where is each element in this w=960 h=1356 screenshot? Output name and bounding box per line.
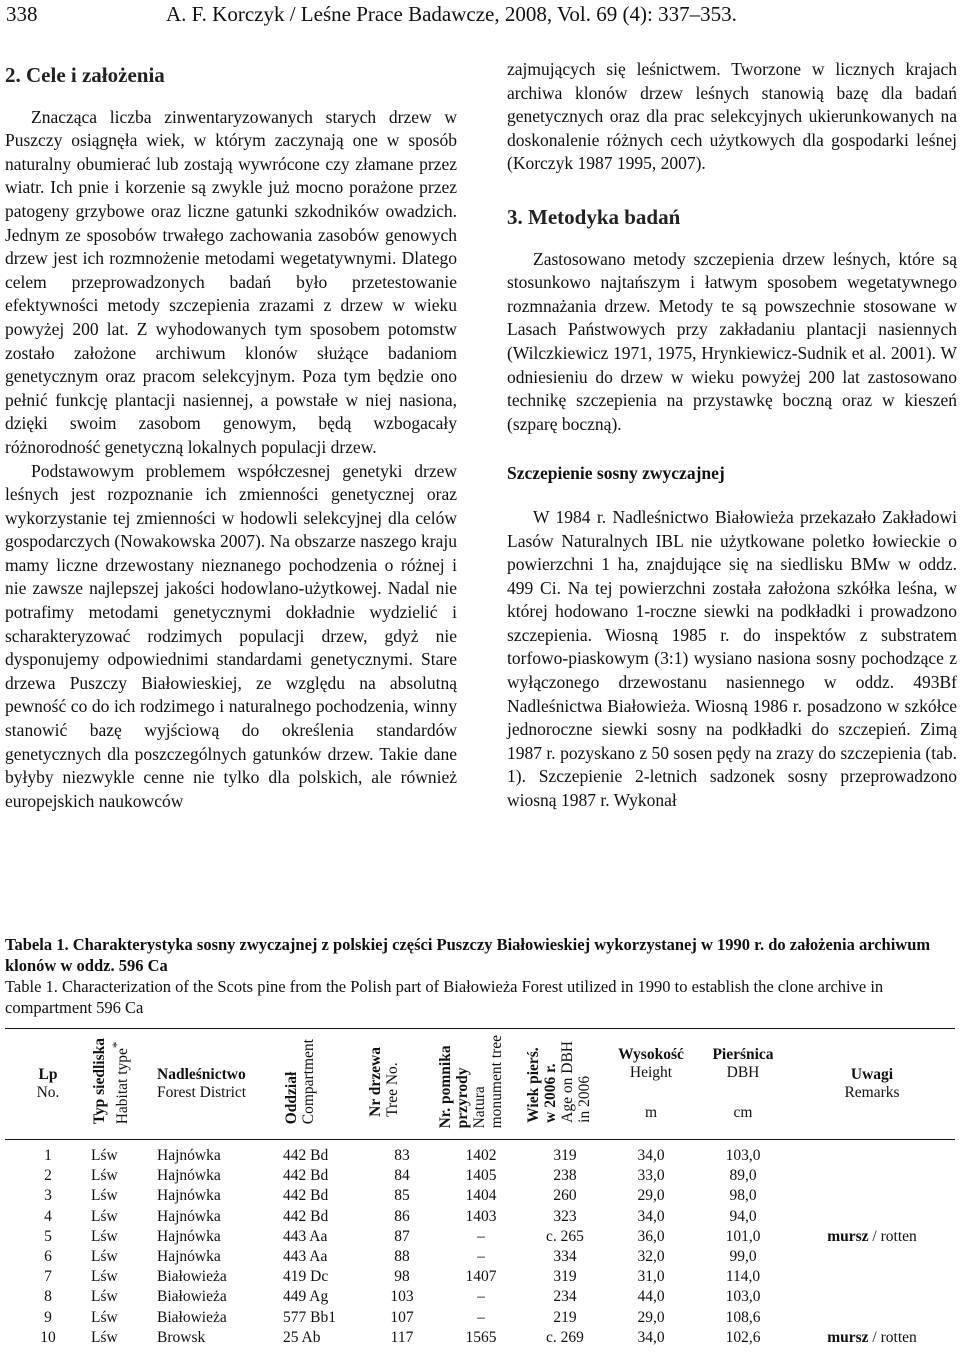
header-age-pl1: Wiek pierś. xyxy=(525,1046,542,1123)
header-compartment-en: Compartment xyxy=(300,1038,317,1125)
header-dbh-en: DBH xyxy=(726,1064,760,1081)
header-compartment xyxy=(283,1029,367,1140)
header-compartment-rotated xyxy=(283,1039,317,1124)
cell-height: 33,0 xyxy=(637,1167,665,1185)
cell-remarks xyxy=(789,1166,955,1186)
cell-habitat: Lśw xyxy=(91,1207,118,1225)
cell-monument: – xyxy=(477,1227,485,1245)
table-row xyxy=(5,1287,955,1307)
header-habitat-rotated xyxy=(91,1038,131,1124)
cell-monument: – xyxy=(477,1248,485,1266)
header-tree-no-en: Tree No. xyxy=(384,1061,401,1117)
header-dbh-unit: cm xyxy=(733,1104,753,1121)
cell-district: Białowieża xyxy=(157,1268,227,1286)
cell-dbh: 98,0 xyxy=(729,1187,757,1205)
cell-tree-no: 87 xyxy=(394,1227,410,1245)
header-compartment-pl: Oddział xyxy=(283,1071,300,1125)
cell-lp: 5 xyxy=(44,1227,52,1245)
pine-table xyxy=(5,1028,955,1348)
cell-dbh: 89,0 xyxy=(729,1167,757,1185)
paragraph-continuation: zajmujących się leśnictwem. Tworzone w licznych krajach archiwa klonów drzew leśnych stanowią bazę dla badań genetycznych oraz dla prac selekcyjnych ukierunkowanych na doskonalenie różnych cech użytkowych dla gospodarki leśnej (Korczyk 1987 1995, 2007). xyxy=(507,59,957,174)
header-height-pl: Wysokość xyxy=(618,1046,684,1063)
cell-tree-no: 84 xyxy=(394,1167,410,1185)
table-caption xyxy=(5,934,955,1018)
cell-district: Hajnówka xyxy=(157,1227,221,1245)
cell-dbh: 103,0 xyxy=(725,1147,761,1164)
table-row xyxy=(5,1186,955,1206)
header-age-en2: in 2006 xyxy=(576,1075,593,1123)
header-monument-pl2: przyrody xyxy=(454,1067,471,1129)
cell-height: 29,0 xyxy=(637,1308,665,1326)
cell-monument: 1407 xyxy=(465,1268,497,1286)
cell-habitat: Lśw xyxy=(91,1187,118,1205)
header-lp xyxy=(5,1029,91,1140)
header-monument-en2: monument tree xyxy=(488,1034,505,1129)
cell-remark-pl: mursz xyxy=(827,1328,869,1346)
table-row xyxy=(5,1207,955,1227)
cell-habitat: Lśw xyxy=(91,1147,118,1164)
cell-remark-en: / rotten xyxy=(868,1328,917,1346)
table-row xyxy=(5,1247,955,1267)
table-caption-polish: Tabela 1. Charakterystyka sosny zwyczajnej z polskiej części Puszczy Białowieskiej wykorzystanej w 1990 r. do założenia archiwum klonów w oddz. 596 Ca xyxy=(5,935,931,975)
cell-compartment: 577 Bb1 xyxy=(283,1308,336,1326)
header-remarks-pl: Uwagi xyxy=(850,1066,894,1083)
cell-height: 34,0 xyxy=(637,1207,665,1225)
cell-dbh: 94,0 xyxy=(729,1207,757,1225)
cell-district: Browsk xyxy=(157,1328,206,1346)
left-column xyxy=(5,58,457,813)
section-heading-aims: 2. Cele i założenia xyxy=(5,63,165,87)
running-title: A. F. Korczyk / Leśne Prace Badawcze, 2008, Vol. 69 (4): 337–353. xyxy=(166,2,737,26)
header-habitat-pl: Typ siedliska xyxy=(91,1038,108,1125)
cell-compartment: 442 Bd xyxy=(283,1187,329,1205)
cell-age: 260 xyxy=(553,1187,577,1205)
cell-dbh: 103,0 xyxy=(725,1288,761,1306)
cell-height: 34,0 xyxy=(637,1147,665,1164)
cell-height: 44,0 xyxy=(637,1288,665,1306)
cell-lp: 10 xyxy=(40,1328,56,1346)
header-lp-pl: Lp xyxy=(38,1066,58,1083)
cell-monument: 1565 xyxy=(465,1328,497,1346)
header-dbh xyxy=(697,1029,789,1140)
header-age-pl2: w 2006 r. xyxy=(542,1063,559,1123)
cell-compartment: 442 Bd xyxy=(283,1167,329,1185)
header-dbh-pl: Pierśnica xyxy=(712,1046,774,1063)
cell-height: 36,0 xyxy=(637,1227,665,1245)
cell-lp: 3 xyxy=(44,1187,52,1205)
cell-remarks xyxy=(789,1140,955,1167)
cell-district: Hajnówka xyxy=(157,1187,221,1205)
running-header xyxy=(6,2,737,27)
cell-habitat: Lśw xyxy=(91,1288,118,1306)
cell-monument: 1405 xyxy=(465,1167,497,1185)
header-remarks xyxy=(789,1029,955,1140)
table-row xyxy=(5,1328,955,1348)
cell-lp: 7 xyxy=(44,1268,52,1286)
header-height xyxy=(605,1029,697,1140)
cell-tree-no: 88 xyxy=(394,1248,410,1266)
header-age xyxy=(525,1029,605,1140)
cell-district: Białowieża xyxy=(157,1308,227,1326)
cell-habitat: Lśw xyxy=(91,1268,118,1286)
cell-compartment: 449 Ag xyxy=(283,1288,329,1306)
cell-compartment: 442 Bd xyxy=(283,1207,329,1225)
cell-height: 31,0 xyxy=(637,1268,665,1286)
paragraph: W 1984 r. Nadleśnictwo Białowieża przekazało Zakładowi Lasów Naturalnych IBL nie użytkowane poletko łowieckie o powierzchni 1 ha, znajdujące się na siedlisku BMw w oddz. 499 Ci. Na tej powierzchni została założona szkółka leśna, w której hodowano 1-roczne siewki na podkładki i prowadzono szczepienia. Wiosną 1985 r. do inspektów z substratem torfowo-piaskowym (3:1) wysiano nasiona sosny pochodzące z wyłączonego drzewostanu nasiennego w oddz. 493Bf Nadleśnictwa Białowieża. Wiosną 1986 r. posadzono w szkółce jednoroczne siewki sosny na podkładki do szczepień. Zimą 1987 r. pozyskano z 50 sosen pędy na zrazy do szczepienia (tab. 1). Szczepienie 2-letnich sadzonek sosny przeprowadzono wiosną 1987 r. Wykonał xyxy=(507,506,957,811)
header-habitat xyxy=(91,1029,157,1140)
cell-dbh: 108,6 xyxy=(725,1308,761,1326)
cell-monument: – xyxy=(477,1308,485,1326)
cell-lp: 9 xyxy=(44,1308,52,1326)
cell-tree-no: 86 xyxy=(394,1207,410,1225)
cell-habitat: Lśw xyxy=(91,1248,118,1266)
cell-compartment: 419 Dc xyxy=(283,1268,329,1286)
paragraph: Zastosowano metody szczepienia drzew leśnych, które są stosunkowo najtańszym i łatwym sposobem wegetatywnego rozmnażania drzew. Metody te są powszechnie stosowane w Lasach Państwowych przy zakładaniu plantacji nasiennych (Wilczkiewicz 1971, 1975, Hrynkiewicz-Sudnik et al. 2001). W odniesieniu do drzew w wieku powyżej 200 lat zastosowano technikę szczepienia na przystawkę boczną oraz w kieszeń (szparę boczną). xyxy=(507,248,957,434)
cell-compartment: 443 Aa xyxy=(283,1248,328,1266)
header-tree-no-rotated xyxy=(367,1047,401,1117)
cell-remarks xyxy=(789,1207,955,1227)
header-habitat-en: Habitat type xyxy=(114,1048,132,1125)
cell-age: 234 xyxy=(553,1288,577,1306)
paragraph: Podstawowym problemem współczesnej genetyki drzew leśnych jest rozpoznanie ich zmienności genetycznej oraz wykorzystanie tej zmienności w hodowli selekcyjnej dla celów gospodarczych (Nowakowska 2007). Na obszarze naszego kraju mamy liczne drzewostany nieznanego pochodzenia o różnej i nie zawsze najlepszej jakości hodowlano-użytkowej. Nadal nie potrafimy metodami genetycznymi dokładnie wydzielić i scharakteryzować rodzimych populacji drzew, gdyż nie dysponujemy odpowiednimi standardami genetycznymi. Stare drzewa Puszczy Białowieskiej, ze względu na absolutną pewność co do ich rodzimego i naturalnego pochodzenia, winny stanowić bazę wyjściową do określenia standardów genetycznych dla poszczególnych gatunków drzew. Takie dane byłyby niezwykle cenne nie tylko dla polskich, ale również europejskich naukowców xyxy=(5,460,457,811)
cell-tree-no: 83 xyxy=(394,1147,410,1164)
cell-age: 334 xyxy=(553,1248,577,1266)
cell-dbh: 114,0 xyxy=(725,1268,761,1286)
table-row xyxy=(5,1308,955,1328)
cell-district: Białowieża xyxy=(157,1288,227,1306)
cell-monument: – xyxy=(477,1288,485,1306)
header-monument-pl1: Nr. pomnika xyxy=(437,1045,454,1129)
cell-height: 34,0 xyxy=(637,1328,665,1346)
table-row xyxy=(5,1166,955,1186)
cell-remarks xyxy=(789,1267,955,1287)
cell-age: c. 265 xyxy=(546,1227,584,1245)
cell-district: Hajnówka xyxy=(157,1147,221,1164)
cell-height: 29,0 xyxy=(637,1187,665,1205)
cell-tree-no: 98 xyxy=(394,1268,410,1286)
cell-lp: 2 xyxy=(44,1167,52,1185)
table-row xyxy=(5,1227,955,1247)
cell-district: Hajnówka xyxy=(157,1207,221,1225)
cell-height: 32,0 xyxy=(637,1248,665,1266)
header-height-en: Height xyxy=(629,1064,673,1081)
cell-remark-pl: mursz xyxy=(827,1227,869,1245)
cell-lp: 4 xyxy=(44,1207,52,1225)
cell-dbh: 101,0 xyxy=(725,1227,761,1245)
cell-tree-no: 107 xyxy=(390,1308,414,1326)
cell-remarks xyxy=(789,1186,955,1206)
cell-habitat: Lśw xyxy=(91,1308,118,1326)
table-row xyxy=(5,1267,955,1287)
header-district-en: Forest District xyxy=(157,1084,247,1101)
header-age-en1: Age on DBH xyxy=(559,1040,576,1123)
cell-tree-no: 85 xyxy=(394,1187,410,1205)
header-district-pl: Nadleśnictwo xyxy=(157,1066,246,1083)
cell-compartment: 25 Ab xyxy=(283,1328,321,1346)
cell-remarks xyxy=(789,1227,955,1247)
cell-lp: 1 xyxy=(44,1147,52,1164)
cell-remarks xyxy=(789,1287,955,1307)
header-tree-no-pl: Nr drzewa xyxy=(367,1046,384,1117)
cell-compartment: 443 Aa xyxy=(283,1227,328,1245)
header-district xyxy=(157,1029,283,1140)
header-tree-no xyxy=(367,1029,437,1140)
cell-age: 238 xyxy=(553,1167,577,1185)
table-row xyxy=(5,1140,955,1167)
table-body xyxy=(5,1140,955,1349)
cell-age: 319 xyxy=(553,1147,577,1164)
section-heading-methods: 3. Metodyka badań xyxy=(507,204,681,229)
header-monument-rotated xyxy=(437,1035,505,1128)
cell-habitat: Lśw xyxy=(91,1328,118,1346)
header-height-unit: m xyxy=(644,1104,658,1121)
cell-dbh: 99,0 xyxy=(729,1248,757,1266)
paragraph: Znacząca liczba zinwentaryzowanych starych drzew w Puszczy osiągnęła wiek, w którym zaczynają one w sposób naturalny obumierać lub zostają wywrócone czy złamane przez wiatr. Ich pnie i korzenie są zwykle już mocno porażone przez patogeny grzybowe oraz liczne gatunki szkodników owadzich. Jednym ze sposobów trwałego zachowania zasobów genowych drzew jest ich rozmnożenie metodami wegetatywnymi. Dlatego celem przeprowadzonych badań było przetestowanie efektywności metody szczepienia zrazami z drzew w wieku powyżej 200 lat. Z wyhodowanych tym sposobem potomstw zostało założone archiwum klonów służące badaniom genetycznym oraz pracom selekcyjnym. Poza tym będzie ono pełnić funkcję plantacji nasiennej, a powstałe w niej nasiona, dzięki swoim zasobom genowym, będą wzbogacały różnorodność genetyczną lokalnych populacji drzew. xyxy=(5,106,457,457)
page-number: 338 xyxy=(6,2,38,26)
cell-compartment: 442 Bd xyxy=(283,1147,329,1164)
header-age-rotated xyxy=(525,1041,593,1123)
cell-tree-no: 103 xyxy=(390,1288,414,1306)
cell-age: 219 xyxy=(553,1308,577,1326)
cell-lp: 8 xyxy=(44,1288,52,1306)
cell-district: Hajnówka xyxy=(157,1248,221,1266)
cell-tree-no: 117 xyxy=(390,1328,414,1346)
cell-monument: 1402 xyxy=(465,1147,497,1164)
cell-remarks xyxy=(789,1308,955,1328)
cell-monument: 1404 xyxy=(465,1187,497,1205)
right-column xyxy=(507,58,957,813)
subsection-heading: Szczepienie sosny zwyczajnej xyxy=(507,463,725,484)
header-remarks-en: Remarks xyxy=(844,1084,900,1101)
cell-remark-en: / rotten xyxy=(868,1227,917,1245)
cell-district: Hajnówka xyxy=(157,1167,221,1185)
header-monument-en1: Natura xyxy=(471,1086,488,1129)
cell-age: c. 269 xyxy=(546,1328,584,1346)
header-monument xyxy=(437,1029,525,1140)
header-lp-en: No. xyxy=(36,1084,60,1101)
cell-lp: 6 xyxy=(44,1248,52,1266)
cell-habitat: Lśw xyxy=(91,1167,118,1185)
cell-age: 323 xyxy=(553,1207,577,1225)
cell-age: 319 xyxy=(553,1268,577,1286)
cell-monument: 1403 xyxy=(465,1207,497,1225)
table-header-row xyxy=(5,1029,955,1140)
cell-remarks xyxy=(789,1328,955,1348)
cell-habitat: Lśw xyxy=(91,1227,118,1245)
cell-remarks xyxy=(789,1247,955,1267)
table-caption-english: Table 1. Characterization of the Scots pine from the Polish part of Białowieża Forest utilized in 1990 to establish the clone archive in compartment 596 Ca xyxy=(5,977,884,1017)
header-habitat-sup: * xyxy=(109,1042,124,1049)
cell-dbh: 102,6 xyxy=(725,1328,761,1346)
